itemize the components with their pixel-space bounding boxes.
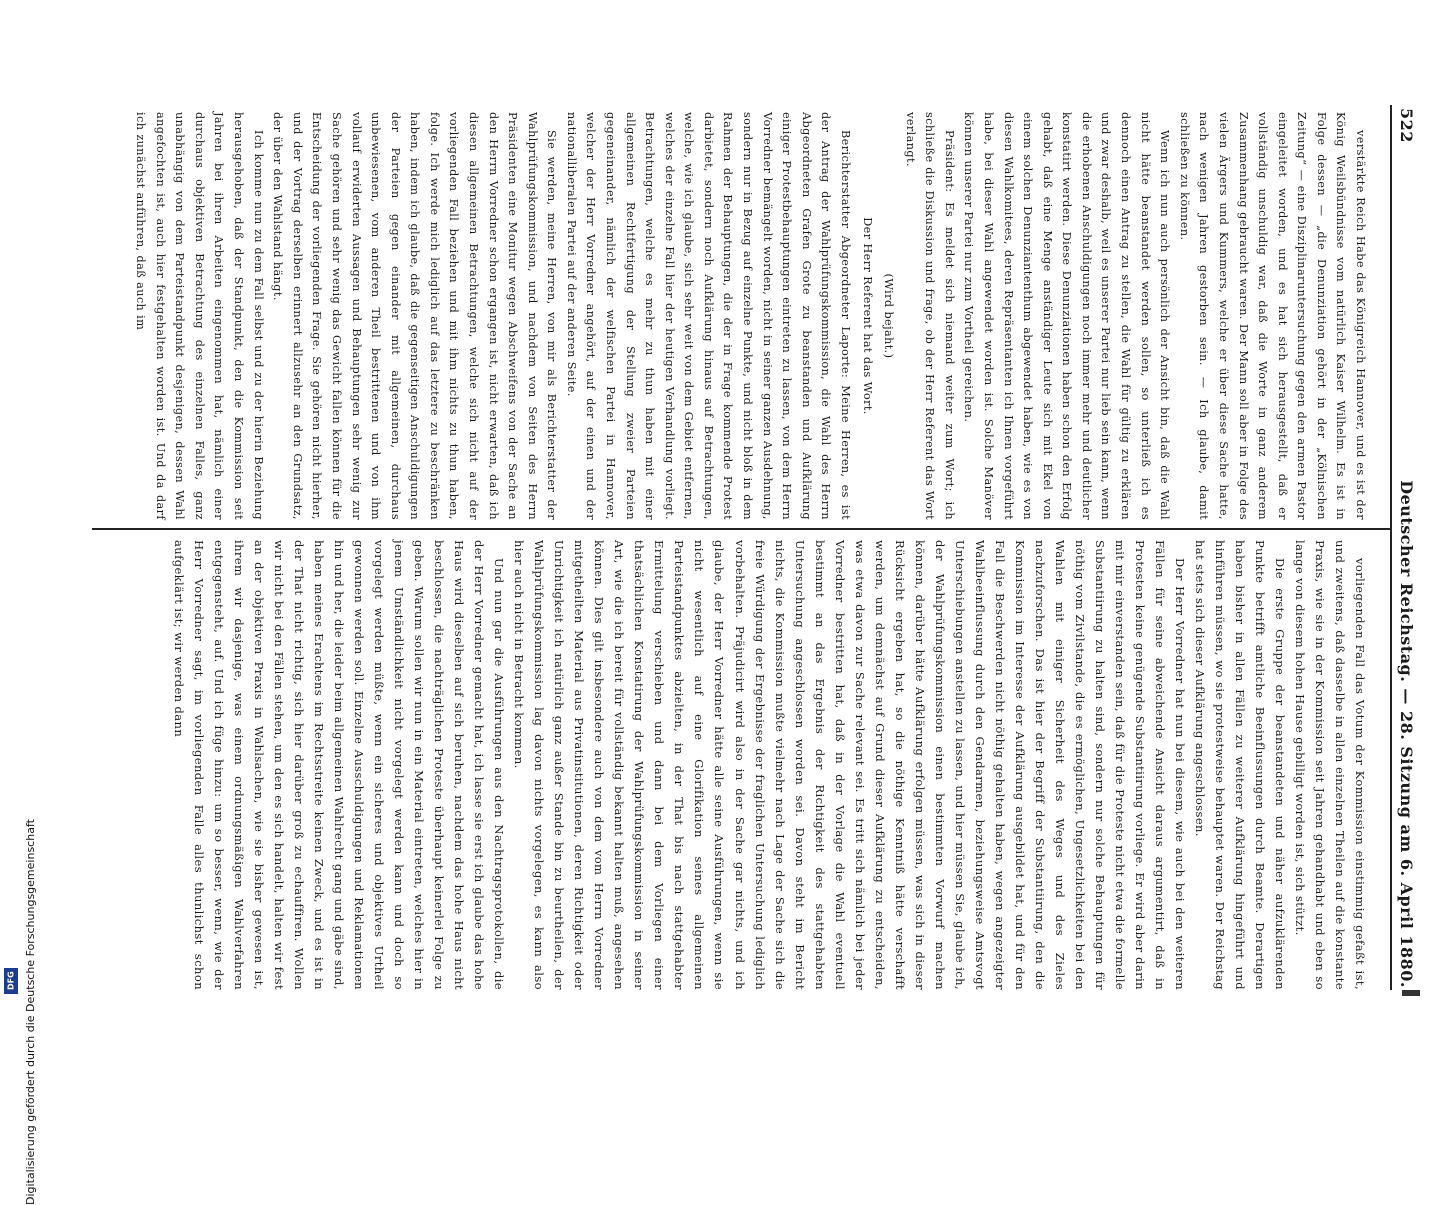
column-divider xyxy=(92,528,1392,530)
page-corner-mark xyxy=(1402,990,1420,996)
paragraph: Ich komme nun zu dem Fall selbst und zu der hierin Beziehung herausgehoben, daß der Standpunkt, den die Kommission seit Jahren bei ihren Arbeiten eingenommen hat, nämlich einer durchaus objektiven Betrachtung des einzelnen Falles, ganz unabhängig von dem Parteistandpunkt desjenigen, dessen Wahl angefochten ist, auch hier festgehalten worden ist. Und da darf ich zunächst anführen, daß auch im xyxy=(134,112,265,520)
running-head xyxy=(1396,108,1418,988)
column-top xyxy=(95,112,1370,520)
running-head-title: Deutscher Reichstag. — 28. Sitzung am 6. April 1880. xyxy=(1397,480,1417,988)
centered-line: (Wird bejaht.) xyxy=(882,273,896,359)
paragraph: Präsident: Es meldet sich niemand weiter zum Wort; ich schließe die Diskussion und frage, ob der Herr Referent das Wort verlangt. xyxy=(903,112,956,520)
centered-line: Der Herr Referent hat das Wort. xyxy=(860,217,874,415)
paragraph: verstärkte Reich Habe das Königreich Hannover, und es ist der König Weilsbündnisse vom natürlich Kaiser Wilhelm. Es ist in Folge dessen — „die Denunziation gehört in der „Kölnischen Zeitung“ — eine Disziplinaruntersuchung gegen den armen Pastor eingeleitet worden, und es hat sich herausgestellt, daß er vollständig unschuldig war, daß die Worte in ganz anderem Zusammenhang gebraucht waren. Der Mann soll aber in Folge des vielen Ärgers und Kummers, welche er über diese Sache hatte, nach wenigen Jahren gestorben sein. — Ich glaube, damit schließen zu können. xyxy=(1177,112,1367,520)
header-rule xyxy=(1390,105,1392,990)
paragraph: Der Herr Vorredner hat nun bei diesem, wie auch bei den weiteren Fällen für seine abweichende Ansicht daraus argumentirt, daß in Protesten keine genügende Substantiirung vorliege. Er wird aber darin mit mir einverstanden sein, daß für die Proteste nicht etwa die formelle Substantiirung zu halten sind, sondern nur solche Behauptungen für nöthig vom Zivilstande, die es ermöglichen, Ungesetzlichkeiten bei den Wahlen mit einiger Sicherheit des Weges und des Zieles nachzuforschen. Das ist hier der Begriff der Substantiirung, den die Kommission im Interesse der Aufklärung ausgebildet hat, und für den Fall die Beschwerden nicht nöthig gehalten haben, wegen angezeigter Wahlbeeinflussung durch den Gendarmen, beziehungsweise Amtsvogt Unterschiebungen anstellen zu lassen, und hier müssen Sie, glaube ich, der Wahlprüfungskommission einen bestimmten Vorwurf machen können, darüber hätte Aufklärung erfolgen müssen, was sich in dieser Rücksicht ergeben hat, so die nöthige Kenntniß hätte verschafft werden, um demnächst auf Grund dieser Aufklärung zu entscheiden, was etwa davon zur Sache relevant sei. Es tritt sich nämlich bei jeder Vorredner bestritten hat, daß in der Vorlage die Wahl eventuell bestimmt an das Ergebnis der Richtigkeit des stattgehabten Untersuchung angeschlossen worden sei. Davon steht im Bericht nichts, die Kommission mußte vielmehr nach Lage der Sache sich die freie Würdigung der Ergebnisse der fraglichen Untersuchung lediglich vorbehalten. Präjudicirt wird also in der Sache gar nichts, und ich glaube, der Herr Vorredner hätte alle seine Ausführungen, wenn sie nicht wesentlich auf eine Glorifikation seines allgemeinen Parteistandpunktes abzielten, in der That bis nach stattgehabter Ermittelung verschieben und dann bei dem Vorliegen einer thatsächlichen Konstatirung der Wahlprüfungskommission in seiner Art, wie die ich bereit für vollständig bekannt halten muß, angesehen können. Dies gilt insbesondere auch von dem vom Herrn Vorredner mitgetheilten Material aus Privatinstitutionen, deren Richtigkeit oder Unrichtigkeit ich natürlich ganz außer Stande bin zu beurtheilen, der Wahlprüfungskommission lag davon nichts vorgelegen, es kann also hier auch nicht in Betracht kommen. xyxy=(512,540,1187,990)
credit-text: Digitalisierung gefördert durch die Deutsche Forschungsgemeinschaft xyxy=(24,819,37,1205)
paragraph: Die erste Gruppe der beanstandeten und näher aufzuklärenden Punkte betrifft amtliche Beeinflussungen durch Beamte. Derartigen haben bisher in allen Fällen zu weiterer Aufklärung hingeführt und hinführen müssen, wo sie protestweise behauptet waren. Der Reichstag hat stets sich dieser Aufklärung angeschlossen. xyxy=(1192,540,1287,990)
page-number: 522 xyxy=(1397,108,1417,143)
column-bottom xyxy=(95,540,1370,990)
paragraph: Wenn ich nun auch persönlich der Ansicht bin, daß die Wahl nicht hätte beanstandet werden sollen, so unterließ ich es dennoch einen Antrag zu stellen, die Wahl für gültig zu erklären und zwar deshalb, weil es unserer Partei nur lieb sein kann, wenn die erhobenen Anschuldigungen noch immer mehr und deutlicher konstatirt werden. Diese Denunziationen haben schon den Erfolg gehabt, daß eine Menge anständiger Leute sich mit Ekel von einem solchen Denunziantenthum abgewendet haben, wie es von diesen Wahlkomitees, deren Repräsentanten ich Ihnen vorgeführt habe, bei dieser Wahl angewendet worden ist. Solche Manöver können unserer Partei nur zum Vortheil gereichen. xyxy=(962,112,1172,520)
paragraph: vorliegenden Fall das Votum der Kommission einstimmig gefaßt ist, und zweitens, daß dasselbe in allen einzelnen Theilen auf die konstante Praxis, wie sie in der Kommission seit Jahren gehandhabt und eben so lange von diesem hohen Hause gebilligt worden ist, sich stützt. xyxy=(1292,540,1367,990)
paragraph: Und nun gar die Ausführungen aus den Nachtragsprotokollen, die der Herr Vorredner gemacht hat, ich lasse sie erst ich glaube das hohe Haus wird dieselben auf sich beruhen, nachdem das hohe Haus nicht beschlossen, die nachträglichen Proteste überhaupt keinerlei Folge zu geben. Warum sollen wir nun in ein Material eintreten, welches hier in jenem Umständlichkeit nicht vorgelegt werden kann und doch so vorgelegt werden müßte, wenn ein sicheres und objektives Urtheil gewonnen werden soll. Einzelne Ausschuldigungen und Reklamationen hin und her, die leider beim allgemeinen Wahlrecht gang und gäbe sind, haben meines Erachtens im Rechtsstreite keinen Zweck, und es ist in der That nicht richtig, sich hier darüber groß zu echauffiren. Wollen wir nicht bei den Fällen stehen, um den es sich handelt, halten wir fest an der objektiven Praxis in Wahlsachen, wie sie bisher gewesen ist, ihrem wir dasjenige, was einem ordnungsmäßigen Wahlverfahren entgegensteht, auf. Und ich füge hinzu: um so besser, wenn, wie der Herr Vorredner sagt, im vorliegenden Falle alles thunlichst schon aufgeklärt ist; wir werden dann xyxy=(172,540,507,990)
paragraph: Sie werden, meine Herren, von mir als Berichterstatter der Wahlprüfungskommission, und nachdem von Seiten des Herrn Präsidenten eine Monitur wegen Abschweifens von der Sache an den Herrn Vorredner schon ergangen ist, nicht erwarten, daß ich diesen allgemeinen Betrachtungen, welche sich nicht auf der vorliegenden Fall beziehen und mit ihm nichts zu thun haben, folge. Ich werde mich lediglich auf das letztere zu beschränken haben, indem ich glaube, daß die gegenseitigen Anschuldigungen der Parteien gegen einander mit allgemeinen, durchaus unbewiesenen, vom anderen Theil bestrittenen und von ihm vollauf erwiderten Aussagen und Behauptungen sehr wenig zur Sache gehören und sehr wenig das Gewicht fallen können für die Entscheidung der vorliegenden Frage. Sie gehören nicht hierher, und der Vortrag derselben erinnert allzusehr an den Grundsatz, der über den Wahlstand hängt. xyxy=(271,112,559,520)
paragraph: Berichterstatter Abgeordneter Laporte: Meine Herren, es ist der Antrag der Wahlprüfungskommission, die Wahl des Herrn Abgeordneten Grafen Grote zu beanstanden und Aufklärung einiger Protestbehauptungen eintreten zu lassen, von dem Herrn Vorredner bemängelt worden, nicht in seiner ganzen Ausdehnung, sondern nur in Bezug auf einzelne Punkte, und nicht bloß in dem Rahmen der Behauptungen, die der in Frage kommende Protest darbietet, sondern noch Aufklärung hinaus auf Betrachtungen, welche, wie ich glaube, sich sehr weit von dem Gebiet entfernen, welches der einzelne Fall hier der heutigen Verhandlung vorliegt. Betrachtungen, welche es mehr zu thun haben mit einer allgemeinen Rechtfertigung der Stellung zweier Parteien gegeneinander, nämlich der welfischen Partei in Hannover, welcher der Herr Vorredner angehört, auf der einen und der nationalliberalen Partei auf der anderen Seite. xyxy=(564,112,852,520)
digitization-credit xyxy=(4,605,37,1205)
dfg-logo: DFG xyxy=(4,968,18,994)
